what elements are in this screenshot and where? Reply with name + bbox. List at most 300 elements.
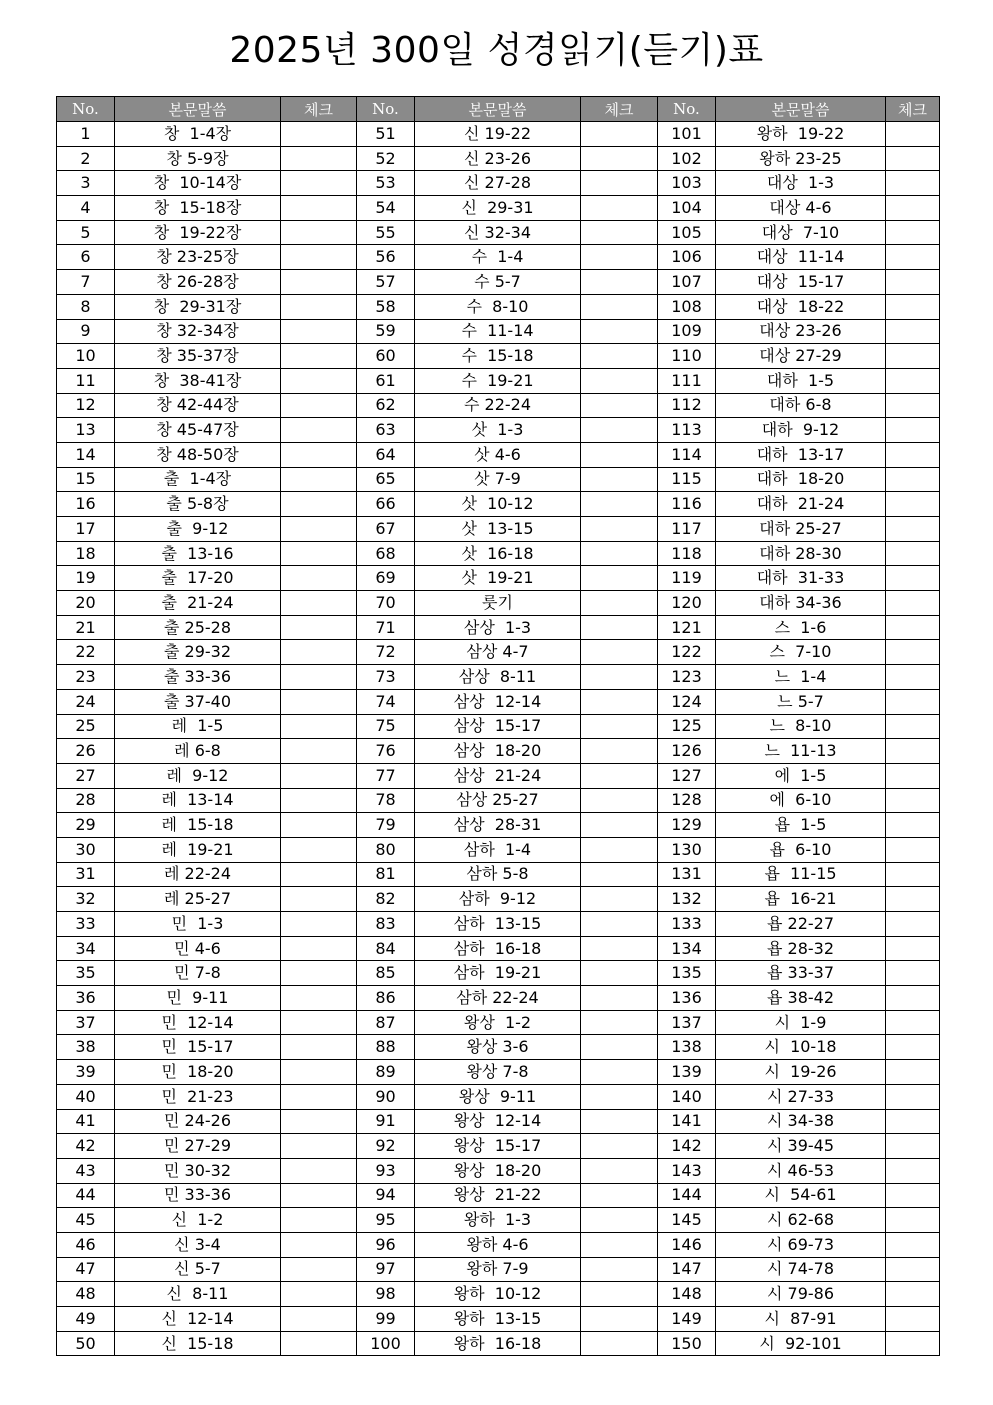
check-box-cell[interactable] xyxy=(281,1232,357,1257)
check-box-cell[interactable] xyxy=(581,1257,658,1282)
check-box-cell[interactable] xyxy=(281,1307,357,1332)
check-box-cell[interactable] xyxy=(886,665,940,690)
check-box-cell[interactable] xyxy=(886,393,940,418)
check-box-cell[interactable] xyxy=(281,615,357,640)
check-box-cell[interactable] xyxy=(581,319,658,344)
check-box-cell[interactable] xyxy=(581,1232,658,1257)
check-box-cell[interactable] xyxy=(581,368,658,393)
check-box-cell[interactable] xyxy=(581,171,658,196)
check-box-cell[interactable] xyxy=(886,1109,940,1134)
day-number: 23 xyxy=(57,665,115,690)
check-box-cell[interactable] xyxy=(886,1084,940,1109)
day-number: 36 xyxy=(57,986,115,1011)
check-box-cell[interactable] xyxy=(281,467,357,492)
passage-cell: 왕상 1-2 xyxy=(415,1010,581,1035)
passage-cell: 창 38-41장 xyxy=(115,368,281,393)
passage-cell: 민 21-23 xyxy=(115,1084,281,1109)
check-box-cell[interactable] xyxy=(581,1208,658,1233)
table-row xyxy=(57,418,940,443)
check-box-cell[interactable] xyxy=(281,689,357,714)
day-number: 21 xyxy=(57,615,115,640)
day-number: 96 xyxy=(357,1232,415,1257)
check-box-cell[interactable] xyxy=(281,220,357,245)
day-number: 47 xyxy=(57,1257,115,1282)
day-number: 38 xyxy=(57,1035,115,1060)
check-box-cell[interactable] xyxy=(581,566,658,591)
table-row xyxy=(57,986,940,1011)
check-box-cell[interactable] xyxy=(581,813,658,838)
day-number: 63 xyxy=(357,418,415,443)
day-number: 17 xyxy=(57,517,115,542)
check-box-cell[interactable] xyxy=(581,196,658,221)
table-row xyxy=(57,887,940,912)
check-box-cell[interactable] xyxy=(886,1232,940,1257)
check-box-cell[interactable] xyxy=(581,245,658,270)
check-box-cell[interactable] xyxy=(281,1060,357,1085)
passage-cell: 대하 31-33 xyxy=(716,566,886,591)
check-box-cell[interactable] xyxy=(581,936,658,961)
check-box-cell[interactable] xyxy=(281,640,357,665)
check-box-cell[interactable] xyxy=(886,1331,940,1356)
check-box-cell[interactable] xyxy=(581,1134,658,1159)
table-row xyxy=(57,936,940,961)
day-number: 5 xyxy=(57,220,115,245)
check-box-cell[interactable] xyxy=(281,1035,357,1060)
check-box-cell[interactable] xyxy=(281,418,357,443)
check-box-cell[interactable] xyxy=(281,344,357,369)
day-number: 12 xyxy=(57,393,115,418)
table-row xyxy=(57,541,940,566)
check-box-cell[interactable] xyxy=(581,1158,658,1183)
check-box-cell[interactable] xyxy=(886,689,940,714)
check-box-cell[interactable] xyxy=(581,1183,658,1208)
check-box-cell[interactable] xyxy=(886,245,940,270)
check-box-cell[interactable] xyxy=(886,1257,940,1282)
day-number: 39 xyxy=(57,1060,115,1085)
check-box-cell[interactable] xyxy=(581,788,658,813)
check-box-cell[interactable] xyxy=(886,294,940,319)
passage-cell: 대상 11-14 xyxy=(716,245,886,270)
check-box-cell[interactable] xyxy=(281,739,357,764)
check-box-cell[interactable] xyxy=(886,517,940,542)
check-box-cell[interactable] xyxy=(886,1010,940,1035)
table-row xyxy=(57,294,940,319)
check-box-cell[interactable] xyxy=(281,393,357,418)
check-box-cell[interactable] xyxy=(581,591,658,616)
check-box-cell[interactable] xyxy=(281,813,357,838)
check-box-cell[interactable] xyxy=(281,171,357,196)
day-number: 8 xyxy=(57,294,115,319)
passage-cell: 신 27-28 xyxy=(415,171,581,196)
check-box-cell[interactable] xyxy=(281,862,357,887)
check-box-cell[interactable] xyxy=(281,837,357,862)
table-row xyxy=(57,961,940,986)
passage-cell: 민 27-29 xyxy=(115,1134,281,1159)
table-row xyxy=(57,1232,940,1257)
day-number: 74 xyxy=(357,689,415,714)
day-number: 3 xyxy=(57,171,115,196)
table-row xyxy=(57,591,940,616)
check-box-cell[interactable] xyxy=(281,1158,357,1183)
check-box-cell[interactable] xyxy=(886,714,940,739)
check-box-cell[interactable] xyxy=(581,912,658,937)
day-number: 57 xyxy=(357,270,415,295)
passage-cell: 삼하 22-24 xyxy=(415,986,581,1011)
passage-cell: 대하 18-20 xyxy=(716,467,886,492)
check-box-cell[interactable] xyxy=(886,319,940,344)
check-box-cell[interactable] xyxy=(886,936,940,961)
check-box-cell[interactable] xyxy=(581,541,658,566)
table-header-row xyxy=(57,97,940,122)
day-number: 19 xyxy=(57,566,115,591)
passage-cell: 욥 6-10 xyxy=(716,837,886,862)
check-box-cell[interactable] xyxy=(281,1010,357,1035)
check-box-cell[interactable] xyxy=(886,763,940,788)
day-number: 71 xyxy=(357,615,415,640)
check-box-cell[interactable] xyxy=(581,961,658,986)
check-box-cell[interactable] xyxy=(281,566,357,591)
passage-cell: 수 8-10 xyxy=(415,294,581,319)
passage-cell: 대상 27-29 xyxy=(716,344,886,369)
check-box-cell[interactable] xyxy=(886,739,940,764)
passage-cell: 왕하 19-22 xyxy=(716,122,886,147)
check-box-cell[interactable] xyxy=(581,1010,658,1035)
table-row xyxy=(57,393,940,418)
check-box-cell[interactable] xyxy=(581,862,658,887)
check-box-cell[interactable] xyxy=(581,1109,658,1134)
check-box-cell[interactable] xyxy=(886,1282,940,1307)
day-number: 131 xyxy=(658,862,716,887)
table-row xyxy=(57,196,940,221)
passage-cell: 민 33-36 xyxy=(115,1183,281,1208)
passage-cell: 대하 34-36 xyxy=(716,591,886,616)
passage-cell: 욥 1-5 xyxy=(716,813,886,838)
check-box-cell[interactable] xyxy=(581,837,658,862)
check-box-cell[interactable] xyxy=(281,1134,357,1159)
check-box-cell[interactable] xyxy=(281,517,357,542)
table-row xyxy=(57,714,940,739)
check-box-cell[interactable] xyxy=(886,122,940,147)
passage-cell: 왕상 9-11 xyxy=(415,1084,581,1109)
header-check: 체크 xyxy=(281,97,357,122)
check-box-cell[interactable] xyxy=(581,1282,658,1307)
check-box-cell[interactable] xyxy=(886,492,940,517)
check-box-cell[interactable] xyxy=(886,591,940,616)
day-number: 100 xyxy=(357,1331,415,1356)
passage-cell: 시 54-61 xyxy=(716,1183,886,1208)
day-number: 84 xyxy=(357,936,415,961)
day-number: 121 xyxy=(658,615,716,640)
header-passage: 본문말씀 xyxy=(716,97,886,122)
passage-cell: 시 74-78 xyxy=(716,1257,886,1282)
check-box-cell[interactable] xyxy=(581,294,658,319)
passage-cell: 출 29-32 xyxy=(115,640,281,665)
passage-cell: 시 1-9 xyxy=(716,1010,886,1035)
passage-cell: 레 13-14 xyxy=(115,788,281,813)
table-row xyxy=(57,862,940,887)
day-number: 129 xyxy=(658,813,716,838)
check-box-cell[interactable] xyxy=(581,1331,658,1356)
passage-cell: 왕하 23-25 xyxy=(716,146,886,171)
check-box-cell[interactable] xyxy=(581,1307,658,1332)
check-box-cell[interactable] xyxy=(886,862,940,887)
check-box-cell[interactable] xyxy=(886,270,940,295)
passage-cell: 출 37-40 xyxy=(115,689,281,714)
table-row xyxy=(57,1307,940,1332)
passage-cell: 신 15-18 xyxy=(115,1331,281,1356)
day-number: 51 xyxy=(357,122,415,147)
check-box-cell[interactable] xyxy=(886,1307,940,1332)
day-number: 105 xyxy=(658,220,716,245)
day-number: 132 xyxy=(658,887,716,912)
check-box-cell[interactable] xyxy=(581,146,658,171)
day-number: 34 xyxy=(57,936,115,961)
check-box-cell[interactable] xyxy=(581,122,658,147)
check-box-cell[interactable] xyxy=(281,591,357,616)
day-number: 76 xyxy=(357,739,415,764)
passage-cell: 스 7-10 xyxy=(716,640,886,665)
day-number: 117 xyxy=(658,517,716,542)
passage-cell: 수 22-24 xyxy=(415,393,581,418)
check-box-cell[interactable] xyxy=(581,640,658,665)
check-box-cell[interactable] xyxy=(581,270,658,295)
check-box-cell[interactable] xyxy=(281,936,357,961)
day-number: 130 xyxy=(658,837,716,862)
check-box-cell[interactable] xyxy=(581,986,658,1011)
passage-cell: 삿 4-6 xyxy=(415,442,581,467)
check-box-cell[interactable] xyxy=(886,541,940,566)
passage-cell: 삿 1-3 xyxy=(415,418,581,443)
day-number: 144 xyxy=(658,1183,716,1208)
check-box-cell[interactable] xyxy=(886,986,940,1011)
day-number: 126 xyxy=(658,739,716,764)
check-box-cell[interactable] xyxy=(886,566,940,591)
check-box-cell[interactable] xyxy=(886,171,940,196)
check-box-cell[interactable] xyxy=(581,492,658,517)
check-box-cell[interactable] xyxy=(581,1060,658,1085)
check-box-cell[interactable] xyxy=(886,837,940,862)
passage-cell: 레 19-21 xyxy=(115,837,281,862)
check-box-cell[interactable] xyxy=(886,1035,940,1060)
day-number: 14 xyxy=(57,442,115,467)
check-box-cell[interactable] xyxy=(886,912,940,937)
table-row xyxy=(57,615,940,640)
table-row xyxy=(57,245,940,270)
check-box-cell[interactable] xyxy=(581,763,658,788)
day-number: 13 xyxy=(57,418,115,443)
table-row xyxy=(57,146,940,171)
check-box-cell[interactable] xyxy=(281,986,357,1011)
day-number: 83 xyxy=(357,912,415,937)
check-box-cell[interactable] xyxy=(581,689,658,714)
passage-cell: 대하 21-24 xyxy=(716,492,886,517)
passage-cell: 출 33-36 xyxy=(115,665,281,690)
check-box-cell[interactable] xyxy=(886,1208,940,1233)
day-number: 69 xyxy=(357,566,415,591)
passage-cell: 시 39-45 xyxy=(716,1134,886,1159)
check-box-cell[interactable] xyxy=(281,1331,357,1356)
passage-cell: 민 30-32 xyxy=(115,1158,281,1183)
day-number: 147 xyxy=(658,1257,716,1282)
passage-cell: 출 21-24 xyxy=(115,591,281,616)
check-box-cell[interactable] xyxy=(281,1183,357,1208)
check-box-cell[interactable] xyxy=(886,368,940,393)
day-number: 26 xyxy=(57,739,115,764)
check-box-cell[interactable] xyxy=(581,418,658,443)
passage-cell: 창 15-18장 xyxy=(115,196,281,221)
header-no: No. xyxy=(57,97,115,122)
check-box-cell[interactable] xyxy=(886,344,940,369)
check-box-cell[interactable] xyxy=(886,220,940,245)
check-box-cell[interactable] xyxy=(886,196,940,221)
check-box-cell[interactable] xyxy=(886,1183,940,1208)
check-box-cell[interactable] xyxy=(581,1084,658,1109)
check-box-cell[interactable] xyxy=(581,220,658,245)
day-number: 2 xyxy=(57,146,115,171)
day-number: 55 xyxy=(357,220,415,245)
check-box-cell[interactable] xyxy=(886,813,940,838)
day-number: 97 xyxy=(357,1257,415,1282)
day-number: 59 xyxy=(357,319,415,344)
day-number: 133 xyxy=(658,912,716,937)
passage-cell: 에 1-5 xyxy=(716,763,886,788)
passage-cell: 창 19-22장 xyxy=(115,220,281,245)
day-number: 10 xyxy=(57,344,115,369)
check-box-cell[interactable] xyxy=(581,665,658,690)
check-box-cell[interactable] xyxy=(281,912,357,937)
check-box-cell[interactable] xyxy=(281,541,357,566)
check-box-cell[interactable] xyxy=(281,1257,357,1282)
check-box-cell[interactable] xyxy=(281,294,357,319)
passage-cell: 스 1-6 xyxy=(716,615,886,640)
check-box-cell[interactable] xyxy=(581,442,658,467)
day-number: 35 xyxy=(57,961,115,986)
day-number: 48 xyxy=(57,1282,115,1307)
check-box-cell[interactable] xyxy=(281,788,357,813)
day-number: 9 xyxy=(57,319,115,344)
check-box-cell[interactable] xyxy=(281,270,357,295)
check-box-cell[interactable] xyxy=(581,1035,658,1060)
day-number: 118 xyxy=(658,541,716,566)
table-row xyxy=(57,813,940,838)
check-box-cell[interactable] xyxy=(886,418,940,443)
check-box-cell[interactable] xyxy=(886,146,940,171)
check-box-cell[interactable] xyxy=(581,467,658,492)
check-box-cell[interactable] xyxy=(886,442,940,467)
check-box-cell[interactable] xyxy=(281,887,357,912)
table-row xyxy=(57,344,940,369)
passage-cell: 대상 1-3 xyxy=(716,171,886,196)
check-box-cell[interactable] xyxy=(886,961,940,986)
check-box-cell[interactable] xyxy=(581,517,658,542)
passage-cell: 창 48-50장 xyxy=(115,442,281,467)
passage-cell: 삼하 1-4 xyxy=(415,837,581,862)
day-number: 30 xyxy=(57,837,115,862)
check-box-cell[interactable] xyxy=(281,245,357,270)
passage-cell: 삼상 28-31 xyxy=(415,813,581,838)
day-number: 65 xyxy=(357,467,415,492)
day-number: 58 xyxy=(357,294,415,319)
passage-cell: 삼하 16-18 xyxy=(415,936,581,961)
passage-cell: 신 19-22 xyxy=(415,122,581,147)
check-box-cell[interactable] xyxy=(886,1134,940,1159)
check-box-cell[interactable] xyxy=(581,615,658,640)
check-box-cell[interactable] xyxy=(281,442,357,467)
check-box-cell[interactable] xyxy=(581,739,658,764)
check-box-cell[interactable] xyxy=(281,961,357,986)
passage-cell: 욥 11-15 xyxy=(716,862,886,887)
passage-cell: 삼하 13-15 xyxy=(415,912,581,937)
day-number: 94 xyxy=(357,1183,415,1208)
check-box-cell[interactable] xyxy=(281,1208,357,1233)
day-number: 56 xyxy=(357,245,415,270)
table-row xyxy=(57,171,940,196)
table-row xyxy=(57,640,940,665)
check-box-cell[interactable] xyxy=(886,887,940,912)
passage-cell: 민 15-17 xyxy=(115,1035,281,1060)
passage-cell: 에 6-10 xyxy=(716,788,886,813)
passage-cell: 민 1-3 xyxy=(115,912,281,937)
table-row xyxy=(57,492,940,517)
passage-cell: 시 79-86 xyxy=(716,1282,886,1307)
check-box-cell[interactable] xyxy=(581,393,658,418)
passage-cell: 삼상 4-7 xyxy=(415,640,581,665)
check-box-cell[interactable] xyxy=(281,196,357,221)
passage-cell: 대하 9-12 xyxy=(716,418,886,443)
passage-cell: 룻기 xyxy=(415,591,581,616)
check-box-cell[interactable] xyxy=(581,714,658,739)
day-number: 75 xyxy=(357,714,415,739)
day-number: 146 xyxy=(658,1232,716,1257)
day-number: 103 xyxy=(658,171,716,196)
check-box-cell[interactable] xyxy=(281,1084,357,1109)
check-box-cell[interactable] xyxy=(281,122,357,147)
passage-cell: 시 34-38 xyxy=(716,1109,886,1134)
day-number: 18 xyxy=(57,541,115,566)
check-box-cell[interactable] xyxy=(886,1158,940,1183)
check-box-cell[interactable] xyxy=(886,615,940,640)
table-row xyxy=(57,368,940,393)
check-box-cell[interactable] xyxy=(281,319,357,344)
check-box-cell[interactable] xyxy=(581,887,658,912)
check-box-cell[interactable] xyxy=(281,714,357,739)
passage-cell: 수 1-4 xyxy=(415,245,581,270)
check-box-cell[interactable] xyxy=(886,788,940,813)
passage-cell: 욥 28-32 xyxy=(716,936,886,961)
day-number: 54 xyxy=(357,196,415,221)
check-box-cell[interactable] xyxy=(281,665,357,690)
passage-cell: 출 9-12 xyxy=(115,517,281,542)
check-box-cell[interactable] xyxy=(281,763,357,788)
check-box-cell[interactable] xyxy=(886,1060,940,1085)
day-number: 115 xyxy=(658,467,716,492)
check-box-cell[interactable] xyxy=(281,146,357,171)
check-box-cell[interactable] xyxy=(886,640,940,665)
passage-cell: 왕하 4-6 xyxy=(415,1232,581,1257)
check-box-cell[interactable] xyxy=(281,368,357,393)
check-box-cell[interactable] xyxy=(281,492,357,517)
check-box-cell[interactable] xyxy=(281,1282,357,1307)
table-row xyxy=(57,689,940,714)
day-number: 89 xyxy=(357,1060,415,1085)
passage-cell: 삼하 5-8 xyxy=(415,862,581,887)
check-box-cell[interactable] xyxy=(581,344,658,369)
day-number: 33 xyxy=(57,912,115,937)
day-number: 139 xyxy=(658,1060,716,1085)
check-box-cell[interactable] xyxy=(886,467,940,492)
check-box-cell[interactable] xyxy=(281,1109,357,1134)
table-row xyxy=(57,122,940,147)
